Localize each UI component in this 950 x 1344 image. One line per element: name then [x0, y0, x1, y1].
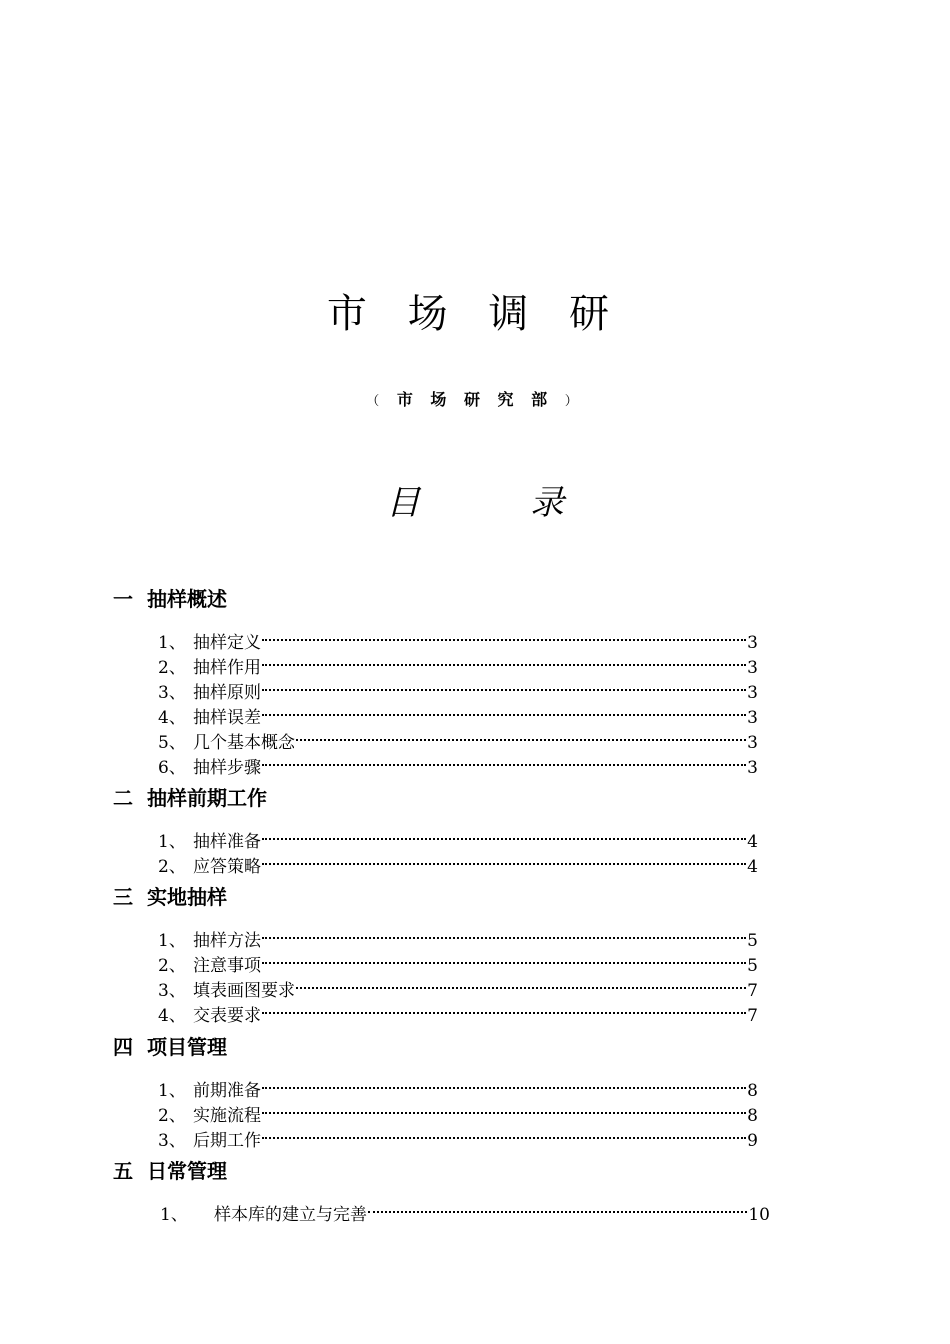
toc-entry[interactable] [158, 921, 758, 951]
toc-entry[interactable] [158, 648, 758, 678]
toc-section-heading[interactable] [113, 586, 227, 612]
toc-section-heading[interactable] [113, 1158, 227, 1184]
document-title: 市 场 调 研 [326, 291, 624, 337]
section-number: 四 [113, 1035, 133, 1059]
dot-leader [262, 673, 746, 698]
entry-page-number: 8 [747, 1081, 758, 1101]
toc-entry[interactable] [158, 623, 758, 653]
entry-page-number: 3 [747, 708, 758, 728]
dot-leader [262, 1096, 746, 1121]
toc-heading-char-1: 目 [386, 483, 420, 523]
entry-label: 填表画图要求 [193, 981, 295, 1001]
entry-number: 1、 [158, 633, 186, 653]
dot-leader [262, 1071, 746, 1096]
entry-number: 1、 [158, 931, 186, 951]
section-number: 五 [113, 1159, 133, 1183]
entry-page-number: 5 [747, 956, 758, 976]
dot-leader [262, 921, 746, 946]
entry-number: 1、 [158, 1081, 186, 1101]
entry-number: 3、 [158, 683, 186, 703]
dot-leader [262, 822, 746, 847]
toc-entry[interactable] [158, 971, 758, 1001]
entry-page-number: 3 [747, 683, 758, 703]
entry-label: 前期准备 [193, 1081, 261, 1101]
toc-entry[interactable] [158, 946, 758, 976]
toc-entry[interactable] [158, 1121, 758, 1151]
entry-page-number: 4 [747, 857, 758, 877]
entry-number: 4、 [158, 708, 186, 728]
dot-leader [296, 723, 746, 748]
entry-label: 交表要求 [193, 1006, 261, 1026]
entry-number: 3、 [158, 1131, 186, 1151]
entry-number: 1、 [160, 1205, 188, 1225]
toc-entry[interactable] [158, 723, 758, 753]
entry-label: 抽样误差 [193, 708, 261, 728]
entry-label: 实施流程 [193, 1106, 261, 1126]
toc-section-heading[interactable] [113, 785, 267, 811]
entry-label: 抽样方法 [193, 931, 261, 951]
section-number: 二 [113, 786, 133, 810]
entry-label: 抽样定义 [193, 633, 261, 653]
toc-entry[interactable] [158, 996, 758, 1026]
section-number: 三 [113, 885, 133, 909]
toc-entry[interactable] [158, 1096, 758, 1126]
entry-label: 样本库的建立与完善 [214, 1205, 367, 1225]
dot-leader [262, 623, 746, 648]
dot-leader [262, 748, 746, 773]
subtitle-close-paren: ） [564, 394, 584, 409]
entry-label: 抽样作用 [193, 658, 261, 678]
entry-page-number: 8 [747, 1106, 758, 1126]
subtitle-open-paren: （ [366, 394, 386, 409]
entry-label: 几个基本概念 [193, 733, 295, 753]
entry-page-number: 3 [747, 658, 758, 678]
section-title: 抽样前期工作 [147, 786, 267, 810]
entry-page-number: 7 [747, 981, 758, 1001]
dot-leader [262, 996, 746, 1021]
entry-label: 抽样准备 [193, 832, 261, 852]
dot-leader [262, 946, 746, 971]
entry-page-number: 9 [747, 1131, 758, 1151]
toc-entry[interactable] [158, 698, 758, 728]
entry-page-number: 3 [747, 758, 758, 778]
entry-page-number: 10 [748, 1205, 770, 1225]
toc-entry[interactable] [158, 1071, 758, 1101]
entry-label: 抽样步骤 [193, 758, 261, 778]
entry-label: 抽样原则 [193, 683, 261, 703]
entry-number: 5、 [158, 733, 186, 753]
section-title: 实地抽样 [147, 885, 227, 909]
dot-leader [262, 648, 746, 673]
entry-number: 6、 [158, 758, 186, 778]
entry-number: 4、 [158, 1006, 186, 1026]
entry-page-number: 3 [747, 633, 758, 653]
dot-leader [262, 698, 746, 723]
entry-number: 2、 [158, 658, 186, 678]
entry-number: 3、 [158, 981, 186, 1001]
entry-number: 1、 [158, 832, 186, 852]
toc-section-heading[interactable] [113, 884, 227, 910]
subtitle-text: 市 场 研 究 部 [396, 390, 554, 409]
toc-section-heading[interactable] [113, 1034, 227, 1060]
dot-leader [262, 847, 746, 872]
entry-number: 2、 [158, 1106, 186, 1126]
toc-entry[interactable] [160, 1195, 770, 1225]
entry-page-number: 3 [747, 733, 758, 753]
section-title: 日常管理 [147, 1159, 227, 1183]
toc-heading-char-2: 录 [530, 483, 564, 523]
entry-number: 2、 [158, 956, 186, 976]
section-title: 项目管理 [147, 1035, 227, 1059]
dot-leader [296, 971, 746, 996]
entry-label: 注意事项 [193, 956, 261, 976]
entry-page-number: 7 [747, 1006, 758, 1026]
toc-entry[interactable] [158, 847, 758, 877]
dot-leader [368, 1195, 747, 1220]
entry-page-number: 4 [747, 832, 758, 852]
section-title: 抽样概述 [147, 587, 227, 611]
dot-leader [262, 1121, 746, 1146]
entry-label: 后期工作 [193, 1131, 261, 1151]
toc-entry[interactable] [158, 748, 758, 778]
entry-number: 2、 [158, 857, 186, 877]
section-number: 一 [113, 587, 133, 611]
entry-page-number: 5 [747, 931, 758, 951]
toc-entry[interactable] [158, 673, 758, 703]
entry-label: 应答策略 [193, 857, 261, 877]
toc-entry[interactable] [158, 822, 758, 852]
